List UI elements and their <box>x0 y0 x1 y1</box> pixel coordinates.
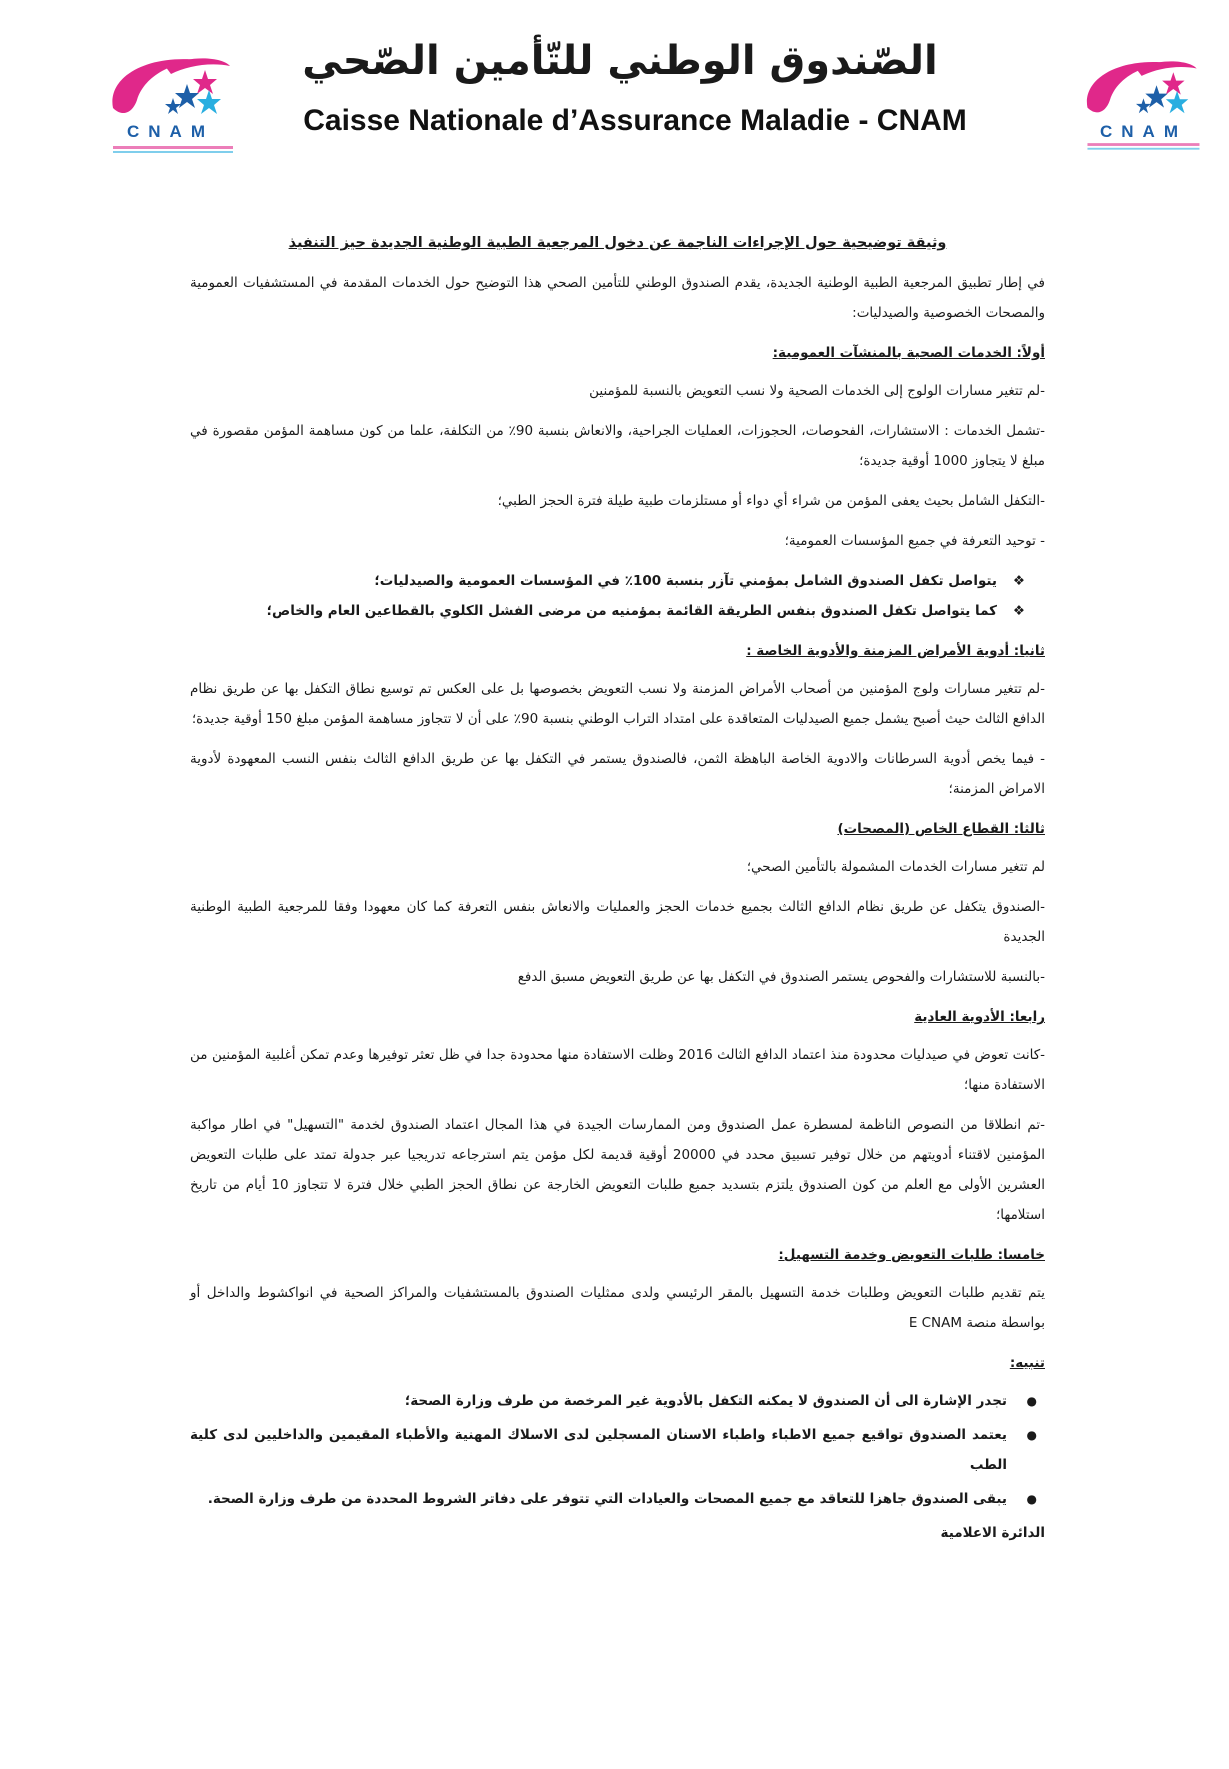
notice-heading: تنبيه: <box>1009 1355 1045 1371</box>
list-item <box>190 1420 1037 1480</box>
cnam-logo-left <box>105 48 255 158</box>
diamond-bullet-icon: ❖ <box>1012 603 1025 619</box>
list-item <box>190 1386 1037 1416</box>
logo-text: CNAM <box>127 122 214 141</box>
section-1-bullet-list <box>190 566 1045 626</box>
section-1-paragraph: -تشمل الخدمات : الاستشارات، الفحوصات، الحجوزات، العمليات الجراحية، والانعاش بنسبة 90٪ من التكلفة، علما من كون مساهمة المؤمن مقصورة في مبلغ لا يتجاوز 1000 أوقية جديدة؛ <box>190 423 1045 469</box>
section-1-paragraph: -التكفل الشامل بحيث يعفى المؤمن من شراء أي دواء أو مستلزمات طبية طيلة فترة الحجز الطبي؛ <box>497 493 1045 509</box>
section-2-paragraph: -لم تتغير مسارات ولوج المؤمنين من أصحاب الأمراض المزمنة ولا نسب التعويض بخصوصها بل على العكس تم توسيع نطاق التكفل بها عن طريق نظام الدافع الثالث حيث أصبح يشمل جميع الصيدليات المتعاقدة على امتداد التراب الوطني بنسبة 90٪ على أن لا تتجاوز مساهمة المؤمن مبلغ 150 أوقية جديدة؛ <box>190 681 1045 727</box>
org-title-arabic: الصّندوق الوطني للتّأمين الصّحي <box>302 38 938 84</box>
section-5-paragraph: يتم تقديم طلبات التعويض وطلبات خدمة التسهيل بالمقر الرئيسي ولدى ممثليات الصندوق بالمستشفيات والمراكز الصحية في انواكشوط والداخل أو بواسطة منصة E CNAM <box>190 1285 1045 1331</box>
section-2-heading: ثانيا: أدوية الأمراض المزمنة والأدوية الخاصة : <box>746 643 1045 659</box>
section-3-heading: ثالثا: القطاع الخاص (المصحات) <box>837 821 1045 837</box>
section-3-paragraph: لم تتغير مسارات الخدمات المشمولة بالتأمين الصحي؛ <box>746 859 1045 875</box>
org-title-french: Caisse Nationale d’Assurance Maladie - CNAM <box>303 104 967 137</box>
list-item <box>190 1484 1037 1514</box>
signature-department: الدائرة الاعلامية <box>940 1525 1045 1541</box>
list-item <box>190 596 1025 626</box>
notice-bullet-list <box>190 1386 1045 1514</box>
section-1-paragraph: - توحيد التعرفة في جميع المؤسسات العمومية؛ <box>784 533 1045 549</box>
section-3-paragraph: -بالنسبة للاستشارات والفحوص يستمر الصندوق في التكفل بها عن طريق التعويض مسبق الدفع <box>517 969 1045 985</box>
letterhead <box>0 0 1229 170</box>
bullet-text: تجدر الإشارة الى أن الصندوق لا يمكنه التكفل بالأدوية غير المرخصة من طرف وزارة الصحة؛ <box>404 1393 1007 1409</box>
section-4-paragraph: -كانت تعوض في صيدليات محدودة منذ اعتماد الدافع الثالث 2016 وظلت الاستفادة منها محدودة جدا في ظل تعثر توفيرها وعدم تمكن أغلبية المؤمنين من الاستفادة منها؛ <box>190 1047 1046 1093</box>
section-4-paragraph: -تم انطلاقا من النصوص الناظمة لمسطرة عمل الصندوق ومن الممارسات الجيدة في هذا المجال اعتماد الصندوق لخدمة "التسهيل" في اطار مواكبة المؤمنين لاقتناء أدويتهم من خلال توفير تسبيق محدد في 20000 أوقية قديمة لكل مؤمن يتم استرجاعه تدريجيا عبر جدولة تمتد على طلبات التعويض العشرين الأولى مع العلم من كون الصندوق يلتزم بتسديد جميع طلبات التعويض الخارجة عن نطاق الحجز الطبي خلال فترة لا تتجاوز 10 أيام من تاريخ استلامها؛ <box>190 1117 1045 1223</box>
document-body <box>190 228 1045 1548</box>
section-1-heading: أولاً: الخدمات الصحية بالمنشآت العمومية: <box>772 345 1045 361</box>
bullet-text: يعتمد الصندوق تواقيع جميع الاطباء واطباء الاسنان المسجلين لدى الاسلاك المهنية والأطباء المقيمين والداخليين لدى كلية الطب <box>190 1427 1007 1473</box>
logo-text: CNAM <box>1100 122 1187 141</box>
section-3-paragraph: -الصندوق يتكفل عن طريق نظام الدافع الثالث بجميع خدمات الحجز والعمليات والانعاش بنفس التعرفة كما كان معهودا وفقا للمرجعية الطبية الوطنية الجديدة <box>190 899 1045 945</box>
bullet-text: يبقى الصندوق جاهزا للتعاقد مع جميع المصحات والعيادات التي تتوفر على دفاتر الشروط المحددة من طرف وزارة الصحة. <box>207 1491 1007 1507</box>
diamond-bullet-icon: ❖ <box>1012 573 1025 589</box>
section-4-heading: رابعا: الأدوية العادية <box>914 1009 1045 1025</box>
cnam-logo-right <box>1080 48 1220 158</box>
section-5-heading: خامسا: طلبات التعويض وخدمة التسهيل: <box>778 1247 1045 1263</box>
bullet-dot-icon: ● <box>1026 1492 1037 1506</box>
bullet-text: كما يتواصل تكفل الصندوق بنفس الطريقة القائمة بمؤمنيه من مرضى الفشل الكلوي بالقطاعين العام والخاص؛ <box>266 603 997 619</box>
document-title: وثيقة توضيحية حول الإجراءات الناجمة عن دخول المرجعية الطبية الوطنية الجديدة حيز التنفيذ <box>288 235 947 251</box>
section-1-paragraph: -لم تتغير مسارات الولوج إلى الخدمات الصحية ولا نسب التعويض بالنسبة للمؤمنين <box>589 383 1045 399</box>
bullet-dot-icon: ● <box>1026 1428 1037 1442</box>
bullet-dot-icon: ● <box>1026 1394 1037 1408</box>
section-2-paragraph: - فيما يخص أدوية السرطانات والادوية الخاصة الباهظة الثمن، فالصندوق يستمر في التكفل بها عن طريق الدافع الثالث بنفس النسب المعهودة لأدوية الامراض المزمنة؛ <box>190 751 1045 797</box>
intro-paragraph: في إطار تطبيق المرجعية الطبية الوطنية الجديدة، يقدم الصندوق الوطني للتأمين الصحي هذا التوضيح حول الخدمات المقدمة في المستشفيات العمومية والمصحات الخصوصية والصيدليات: <box>190 275 1045 321</box>
list-item <box>190 566 1025 596</box>
bullet-text: يتواصل تكفل الصندوق الشامل بمؤمني تآزر بنسبة 100٪ في المؤسسات العمومية والصيدليات؛ <box>374 573 997 589</box>
